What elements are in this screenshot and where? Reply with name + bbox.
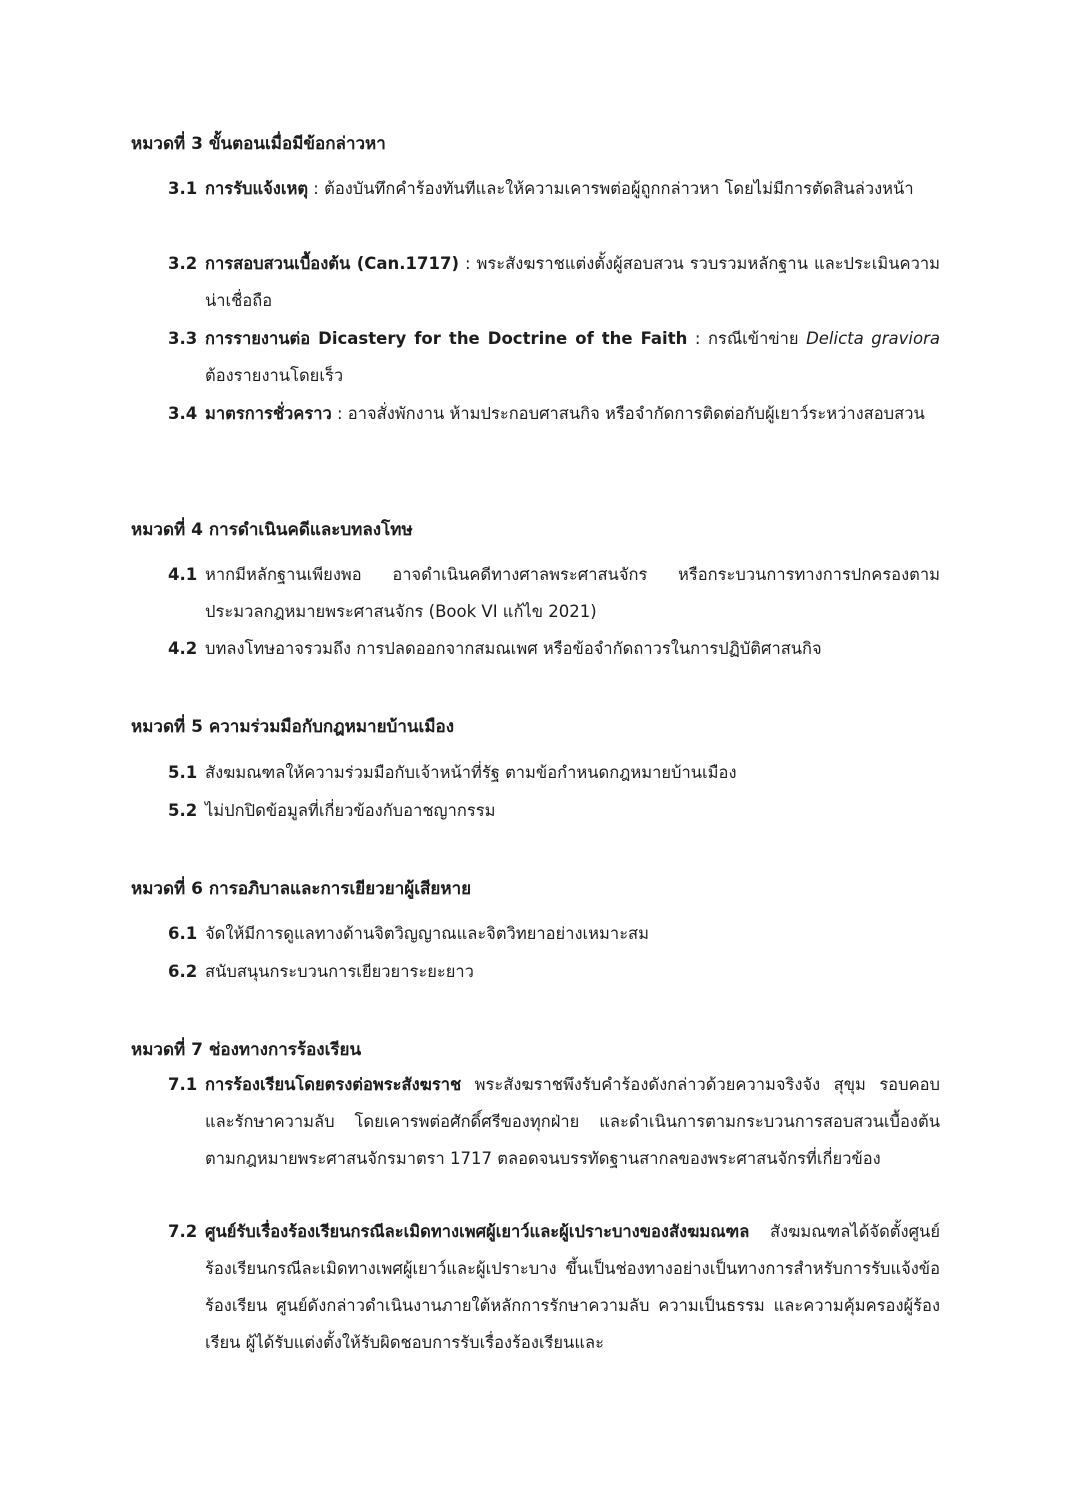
item-text: พระสังฆราชพึงรับคำร้องดังกล่าวด้วยความจริงจัง สุขุม รอบคอบ และรักษาความลับ โดยเคารพต่อศักดิ์ศรีของทุกฝ่าย และดำเนินการตามกระบวนการสอบสวนเบื้องต้นตามกฎหมายพระศาสนจักรมาตรา 1717 ตลอดจนบรรทัดฐานสากลของพระศาสนจักรที่เกี่ยวข้อง [205, 1075, 940, 1168]
item-text: บทลงโทษอาจรวมถึง การปลดออกจากสมณเพศ หรือข้อจำกัดถาวรในการปฏิบัติศาสนกิจ [205, 639, 822, 658]
item-6-1 [168, 915, 940, 952]
item-3-1 [168, 170, 940, 207]
item-lead: การสอบสวนเบื้องต้น (Can.1717) [205, 254, 460, 273]
item-3-3 [168, 320, 940, 394]
item-text: ต้องบันทึกคำร้องทันทีและให้ความเคารพต่อผู้ถูกกล่าวหา โดยไม่มีการตัดสินล่วงหน้า [324, 179, 914, 198]
item-number: 6.1 [168, 924, 198, 943]
section-4-heading: หมวดที่ 4 การดำเนินคดีและบทลงโทษ [131, 520, 413, 540]
item-number: 5.1 [168, 763, 198, 782]
item-number: 3.1 [168, 179, 198, 198]
item-lead: มาตรการชั่วคราว [205, 404, 332, 423]
item-number: 3.3 [168, 329, 198, 348]
item-5-2 [168, 792, 940, 829]
item-7-2 [168, 1213, 940, 1361]
item-separator: : [331, 404, 348, 423]
item-4-2 [168, 630, 940, 667]
item-text: อาจสั่งพักงาน ห้ามประกอบศาสนกิจ หรือจำกัดการติดต่อกับผู้เยาว์ระหว่างสอบสวน [347, 404, 925, 423]
item-3-2 [168, 245, 940, 319]
item-separator [461, 1075, 474, 1094]
item-text: ไม่ปกปิดข้อมูลที่เกี่ยวข้องกับอาชญากรรม [205, 801, 496, 820]
item-text: กรณีเข้าข่าย [707, 329, 807, 348]
item-separator [749, 1222, 770, 1241]
item-number: 3.2 [168, 254, 198, 273]
item-number: 6.2 [168, 962, 198, 981]
item-number: 4.1 [168, 565, 198, 584]
item-text: สังฆมณฑลให้ความร่วมมือกับเจ้าหน้าที่รัฐ ตามข้อกำหนดกฎหมายบ้านเมือง [205, 763, 737, 782]
item-text: จัดให้มีการดูแลทางด้านจิตวิญญาณและจิตวิทยาอย่างเหมาะสม [205, 924, 650, 943]
item-text: สังฆมณฑลได้จัดตั้งศูนย์ร้องเรียนกรณีละเมิดทางเพศผู้เยาว์และผู้เปราะบาง ขึ้นเป็นช่องทางอย่างเป็นทางการสำหรับการรับแจ้งข้อร้องเรียน ศูนย์ดังกล่าวดำเนินงานภายใต้หลักการรักษาความลับ ความเป็นธรรม และความคุ้มครองผู้ร้องเรียน ผู้ได้รับแต่งตั้งให้รับผิดชอบการรับเรื่องร้องเรียนและ [205, 1222, 940, 1352]
item-5-1 [168, 754, 940, 791]
item-separator: : [308, 179, 325, 198]
item-text: หากมีหลักฐานเพียงพอ อาจดำเนินคดีทางศาลพระศาสนจักร หรือกระบวนการทางการปกครองตามประมวลกฎหมายพระศาสนจักร (Book VI แก้ไข 2021) [205, 565, 940, 621]
item-4-1 [168, 556, 940, 630]
item-text-italic: Delicta graviora [806, 329, 940, 348]
item-lead: การรายงานต่อ Dicastery for the Doctrine of the Faith [205, 329, 688, 348]
item-7-1 [168, 1066, 940, 1177]
item-3-4 [168, 395, 940, 432]
item-lead: การรับแจ้งเหตุ [205, 179, 309, 198]
item-lead: ศูนย์รับเรื่องร้องเรียนกรณีละเมิดทางเพศผู้เยาว์และผู้เปราะบางของสังฆมณฑล [205, 1222, 750, 1241]
item-lead: การร้องเรียนโดยตรงต่อพระสังฆราช [205, 1075, 462, 1094]
item-separator: : [459, 254, 477, 273]
item-number: 5.2 [168, 801, 198, 820]
item-separator: : [687, 329, 708, 348]
item-number: 3.4 [168, 404, 198, 423]
item-text: สนับสนุนกระบวนการเยียวยาระยะยาว [205, 962, 474, 981]
item-text: ต้องรายงานโดยเร็ว [205, 366, 344, 385]
section-5-heading: หมวดที่ 5 ความร่วมมือกับกฎหมายบ้านเมือง [131, 717, 455, 737]
item-number: 4.2 [168, 639, 198, 658]
section-7-heading: หมวดที่ 7 ช่องทางการร้องเรียน [131, 1040, 362, 1060]
item-number: 7.1 [168, 1075, 198, 1094]
item-number: 7.2 [168, 1222, 198, 1241]
section-6-heading: หมวดที่ 6 การอภิบาลและการเยียวยาผู้เสียหาย [131, 879, 472, 899]
section-3-heading: หมวดที่ 3 ขั้นตอนเมื่อมีข้อกล่าวหา [131, 134, 386, 154]
item-text: พระสังฆราชแต่งตั้งผู้สอบสวน รวบรวมหลักฐาน และประเมินความน่าเชื่อถือ [205, 254, 940, 310]
item-6-2 [168, 953, 940, 990]
